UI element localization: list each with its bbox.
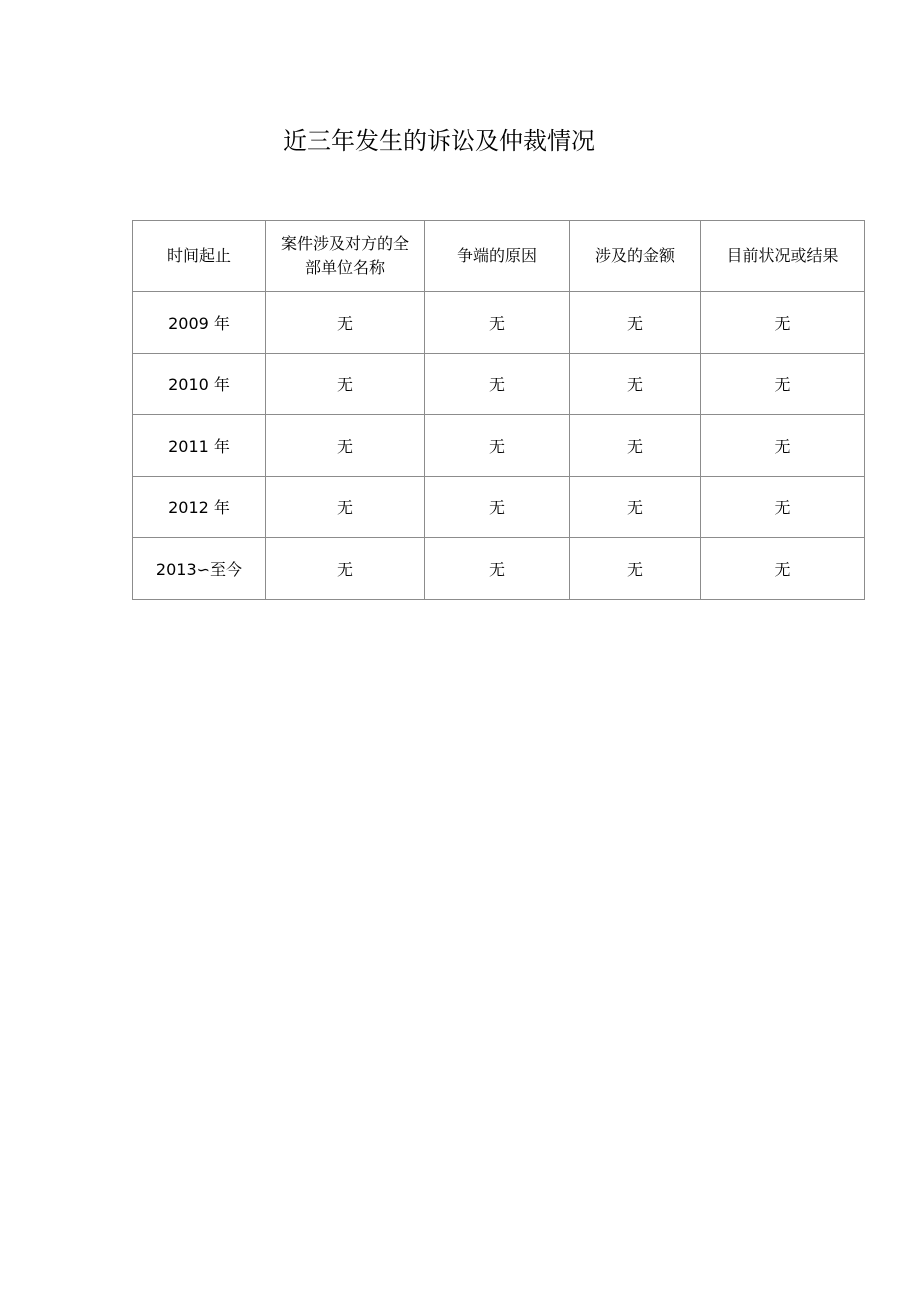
- year-cell: [133, 476, 266, 538]
- table-row: [133, 476, 865, 538]
- status-cell: 无: [701, 353, 865, 415]
- counterparty-cell: 无: [266, 353, 425, 415]
- year-cell: [133, 292, 266, 354]
- header-counterparty: 案件涉及对方的全部单位名称: [266, 221, 425, 292]
- status-cell: 无: [701, 415, 865, 477]
- counterparty-cell: 无: [266, 292, 425, 354]
- year-suffix: 年: [208, 313, 230, 333]
- dispute-cause-cell: 无: [425, 476, 570, 538]
- header-amount: 涉及的金额: [570, 221, 701, 292]
- amount-cell: 无: [570, 353, 701, 415]
- year-cell: [133, 415, 266, 477]
- year-value: 2011: [168, 436, 209, 456]
- amount-cell: 无: [570, 292, 701, 354]
- status-cell: 无: [701, 476, 865, 538]
- status-cell: 无: [701, 292, 865, 354]
- counterparty-cell: 无: [266, 415, 425, 477]
- year-suffix: 年: [208, 375, 230, 395]
- table-row: [133, 353, 865, 415]
- year-cell: [133, 353, 266, 415]
- year-suffix: 年: [208, 436, 230, 456]
- year-suffix: 年: [208, 498, 230, 518]
- year-value: 2009: [168, 313, 209, 333]
- year-value: 2012: [168, 498, 209, 518]
- counterparty-cell: 无: [266, 538, 425, 600]
- amount-cell: 无: [570, 538, 701, 600]
- dispute-cause-cell: 无: [425, 353, 570, 415]
- table-header-row: [133, 221, 865, 292]
- status-cell: 无: [701, 538, 865, 600]
- page-title: 近三年发生的诉讼及仲裁情况: [283, 127, 595, 155]
- year-value: 2013: [155, 559, 197, 579]
- counterparty-cell: 无: [266, 476, 425, 538]
- year-cell: [133, 538, 266, 600]
- header-dispute-cause: 争端的原因: [425, 221, 570, 292]
- year-value: 2010: [168, 375, 209, 395]
- table-row: [133, 538, 865, 600]
- header-status: 目前状况或结果: [701, 221, 865, 292]
- year-suffix: ∽至今: [196, 559, 243, 579]
- amount-cell: 无: [570, 415, 701, 477]
- dispute-cause-cell: 无: [425, 415, 570, 477]
- amount-cell: 无: [570, 476, 701, 538]
- dispute-cause-cell: 无: [425, 538, 570, 600]
- header-period: 时间起止: [133, 221, 266, 292]
- table-row: [133, 292, 865, 354]
- table-row: [133, 415, 865, 477]
- litigation-table: [132, 220, 865, 600]
- dispute-cause-cell: 无: [425, 292, 570, 354]
